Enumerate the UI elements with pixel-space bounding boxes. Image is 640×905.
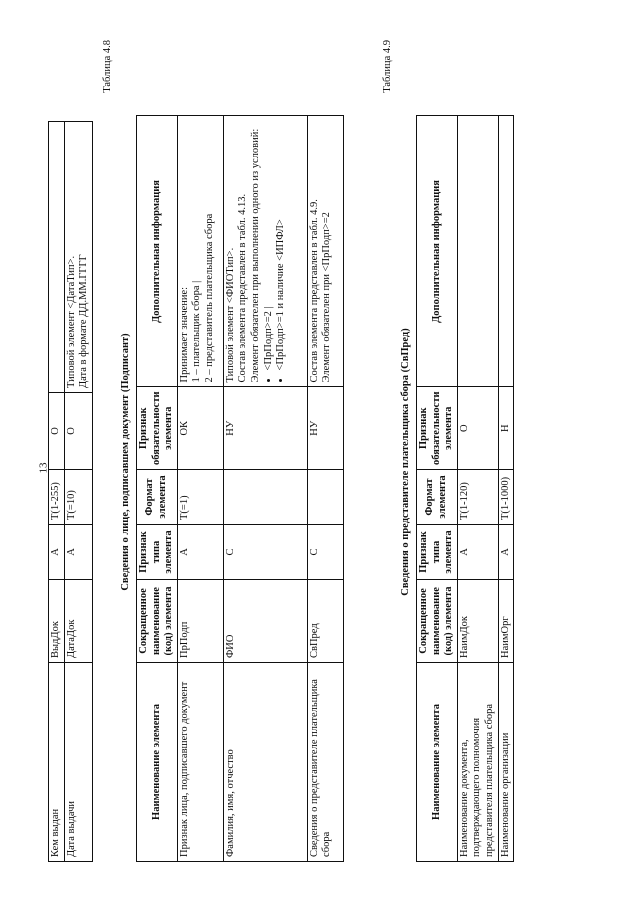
- cell-type: А: [498, 525, 514, 580]
- cell-code: ДатаДок: [64, 580, 92, 663]
- cell-info: Типовой элемент <ДатаТип>. Дата в формате ДД.ММ.ГГГГ: [64, 122, 92, 393]
- table-row: [307, 116, 343, 862]
- cell-name: Дата выдачи: [64, 663, 92, 862]
- table-row: [223, 116, 307, 862]
- cell-code: ПрПодп: [177, 580, 223, 663]
- cell-format: [223, 470, 307, 525]
- header-code: Сокращенное наименование (код) элемента: [137, 580, 178, 663]
- list-item: • <ПрПодп>=1 и наличие <ИПФЛ>: [275, 120, 288, 370]
- cell-format: Т(1-120): [457, 470, 498, 525]
- cell-format: Т(=10): [64, 470, 92, 525]
- table-header-row: [137, 116, 178, 862]
- cell-code: НаимОрг: [498, 580, 514, 663]
- cell-info: [457, 116, 498, 387]
- cell-info: [223, 116, 307, 387]
- cell-required: О: [457, 387, 498, 470]
- cell-format: Т(1-1000): [498, 470, 514, 525]
- cell-required: О: [49, 393, 65, 470]
- info-line: Элемент обязателен при выполнении одного из условий:: [249, 128, 261, 383]
- header-type: Признак типа элемента: [417, 525, 458, 580]
- info-line: Состав элемента представлен в табл. 4.9.: [308, 199, 320, 383]
- page-number: 13: [37, 462, 50, 474]
- cell-name: Кем выдан: [49, 663, 65, 862]
- cell-name: Наименование документа, подтверждающего полномочия представителя плательщика сбора: [457, 663, 498, 862]
- cell-name: Признак лица, подписавшего документ: [177, 663, 223, 862]
- cell-format: [307, 470, 343, 525]
- cell-name: Сведения о представителе плательщика сбора: [307, 663, 343, 862]
- cell-type: С: [307, 525, 343, 580]
- table-header-row: [417, 116, 458, 862]
- header-required: Признак обязательности элемента: [417, 387, 458, 470]
- cell-required: О: [64, 393, 92, 470]
- cell-code: НаимДок: [457, 580, 498, 663]
- header-info: Дополнительная информация: [417, 116, 458, 387]
- table-48-label: Таблица 4.8: [102, 40, 113, 93]
- header-name: Наименование элемента: [137, 663, 178, 862]
- cell-info: [498, 116, 514, 387]
- header-required: Признак обязательности элемента: [137, 387, 178, 470]
- table-row: [64, 122, 92, 862]
- header-code: Сокращенное наименование (код) элемента: [417, 580, 458, 663]
- rotated-page-content: [37, 22, 600, 882]
- table-48: [136, 115, 344, 862]
- cell-type: А: [177, 525, 223, 580]
- cell-info: [177, 116, 223, 387]
- cell-format: Т(=1): [177, 470, 223, 525]
- header-type: Признак типа элемента: [137, 525, 178, 580]
- table-48-title: Сведения о лице, подписавшем документ (Подписант): [120, 333, 131, 591]
- cell-name: Фамилия, имя, отчество: [223, 663, 307, 862]
- info-line: 1 – плательщик сбора |: [191, 280, 203, 383]
- header-info: Дополнительная информация: [137, 116, 178, 387]
- cell-required: НУ: [307, 387, 343, 470]
- cell-type: А: [64, 525, 92, 580]
- info-line: Принимает значение:: [178, 286, 190, 383]
- cell-type: А: [49, 525, 65, 580]
- cell-name: Наименование организации: [498, 663, 514, 862]
- cell-type: А: [457, 525, 498, 580]
- cell-required: Н: [498, 387, 514, 470]
- table-49-label: Таблица 4.9: [382, 40, 393, 93]
- cell-code: ФИО: [223, 580, 307, 663]
- info-line: 2 – представитель плательщика сбора: [203, 213, 215, 383]
- info-line: Типовой элемент <ФИОТип>.: [224, 247, 236, 383]
- table-49: [416, 115, 514, 862]
- cell-info: [49, 122, 65, 393]
- header-name: Наименование элемента: [417, 663, 458, 862]
- cell-required: ОК: [177, 387, 223, 470]
- top-table: [48, 121, 93, 862]
- table-row: [49, 122, 65, 862]
- info-line: Элемент обязателен при <ПрПодп>=2: [321, 212, 333, 383]
- table-row: [498, 116, 514, 862]
- list-item: • <ПрПодп>=2 |: [263, 120, 276, 370]
- info-line: Состав элемента представлен в табл. 4.13.: [237, 193, 249, 383]
- header-format: Формат элемента: [137, 470, 178, 525]
- cell-code: СвПред: [307, 580, 343, 663]
- table-49-title: Сведения о представителе плательщика сбора (СвПред): [400, 328, 411, 596]
- header-format: Формат элемента: [417, 470, 458, 525]
- cell-code: ВыдДок: [49, 580, 65, 663]
- cell-info: [307, 116, 343, 387]
- cell-type: С: [223, 525, 307, 580]
- condition-list: [263, 120, 288, 382]
- table-row: [177, 116, 223, 862]
- table-row: [457, 116, 498, 862]
- cell-required: НУ: [223, 387, 307, 470]
- cell-format: Т(1-255): [49, 470, 65, 525]
